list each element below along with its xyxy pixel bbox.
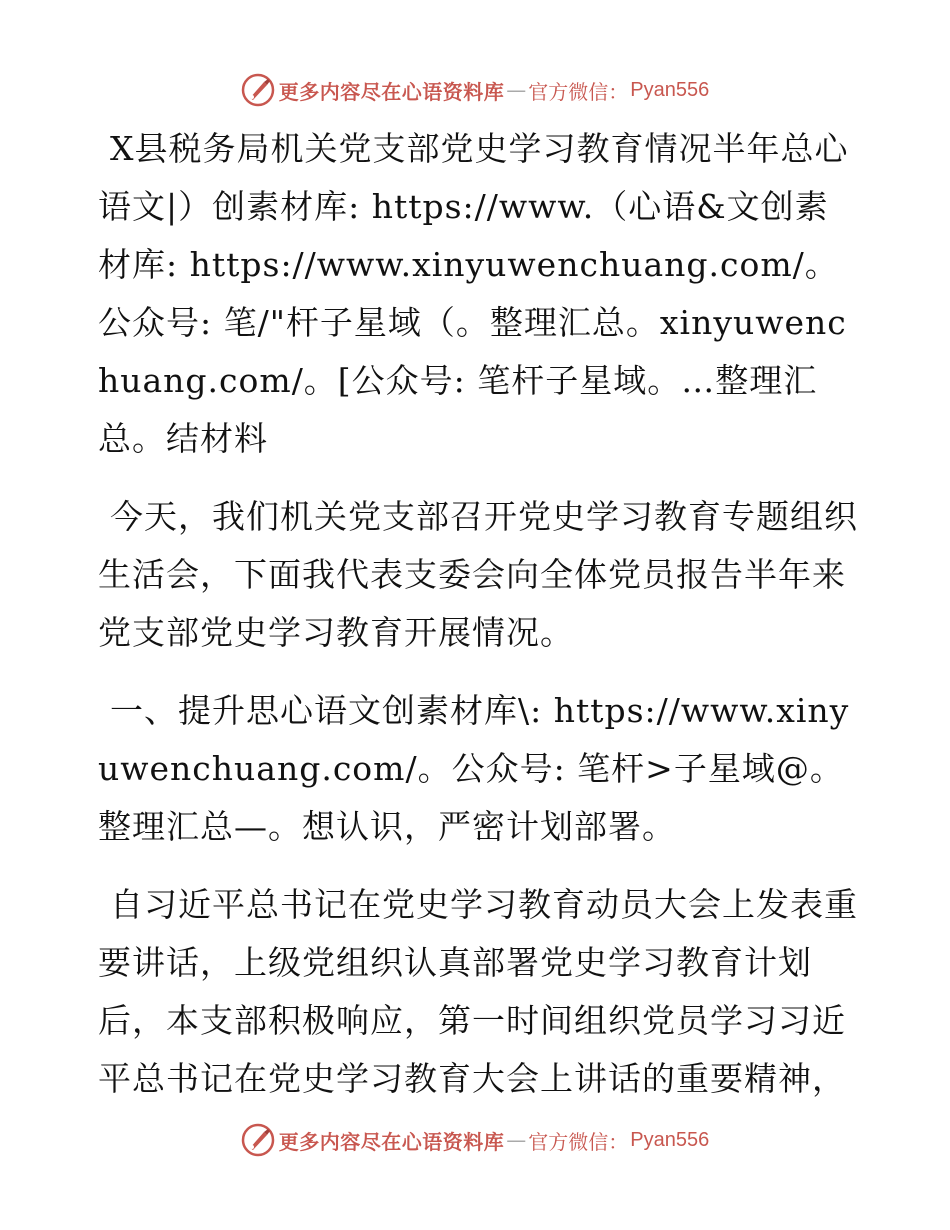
document-title-paragraph: X县税务局机关党支部党史学习教育情况半年总心语文|）创素材库: https://www.（心语&文创素材库: https://www.xinyuwenchuang.com/。公众号: 笔/"杆子星域（。整理汇总。xinyuwenchuang.com/。[公众号: 笔杆子星域。…整理汇总。结材料 <box>98 129 849 458</box>
watermark-text: 更多内容尽在心语资料库 <box>278 79 505 104</box>
watermark-separator: — <box>506 1128 527 1152</box>
document-body <box>98 120 858 1128</box>
watermark-wechat-label: 官方微信： <box>528 79 629 104</box>
document-paragraph: 自习近平总书记在党史学习教育动员大会上发表重要讲话，上级党组织认真部署党史学习教育计划后，本支部积极响应，第一时间组织党员学习习近平总书记在党史学习教育大会上讲话的重要精神， <box>98 885 858 1098</box>
document-section-heading: 一、提升思心语文创素材库\: https://www.xinyuwenchuang.com/。公众号: 笔杆>子星域@。整理汇总—。想认识，严密计划部署。 <box>98 691 850 846</box>
watermark-wechat-id: Pyan556 <box>630 78 710 101</box>
watermark-footer <box>0 1120 950 1160</box>
quill-pen-circle-icon <box>241 1123 275 1157</box>
watermark-wechat-label: 官方微信： <box>528 1129 629 1154</box>
watermark-wechat-id: Pyan556 <box>630 1128 710 1151</box>
watermark-header <box>0 70 950 110</box>
watermark-separator: — <box>506 78 527 102</box>
quill-pen-circle-icon <box>241 73 275 107</box>
document-paragraph: 今天，我们机关党支部召开党史学习教育专题组织生活会，下面我代表支委会向全体党员报告半年来党支部党史学习教育开展情况。 <box>98 497 858 652</box>
watermark-text: 更多内容尽在心语资料库 <box>278 1129 505 1154</box>
